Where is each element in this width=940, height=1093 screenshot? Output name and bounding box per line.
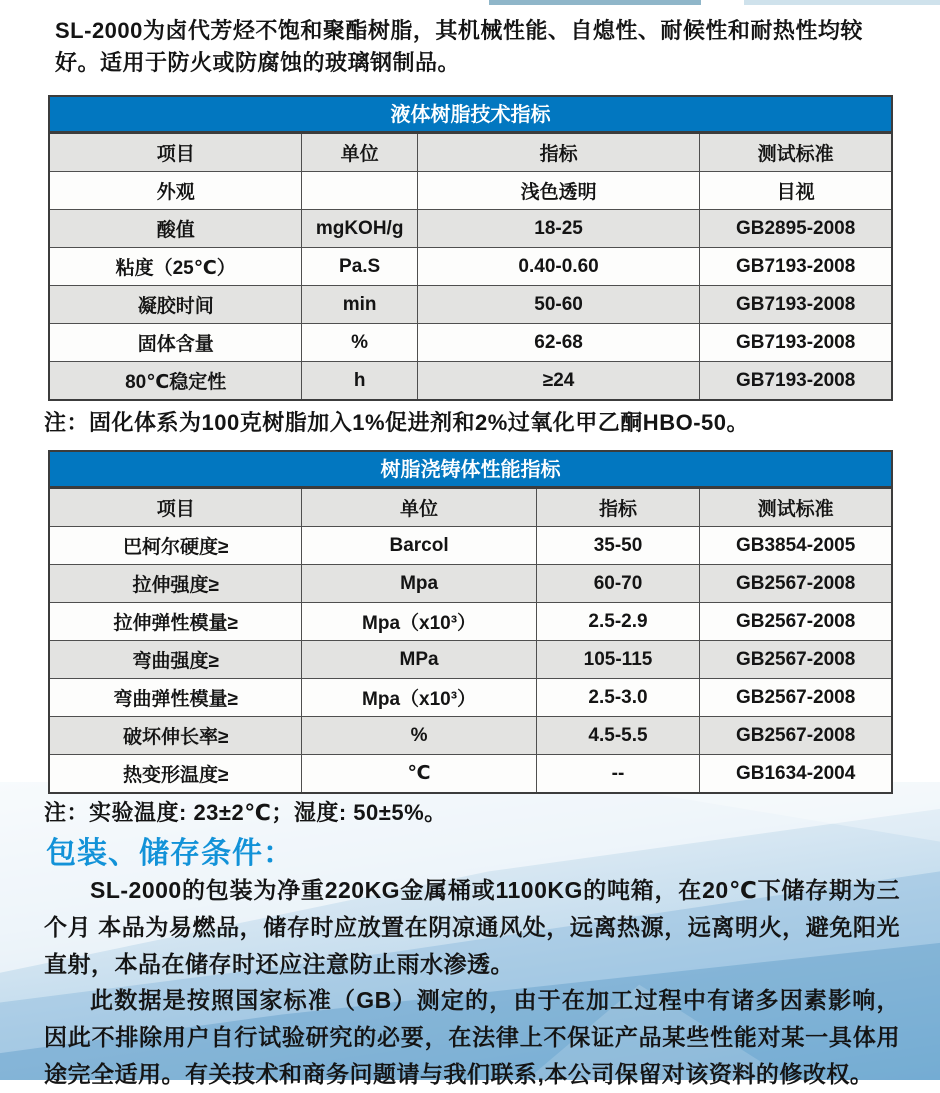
table-cell: GB3854-2005 [700,527,892,565]
curing-system-note: 注：固化体系为100克树脂加入1%促进剂和2%过氧化甲乙酮HBO-50。 [44,410,749,435]
table-cell: 80℃稳定性 [49,362,302,401]
disclaimer-paragraph: 此数据是按照国家标准（GB）测定的，由于在加工过程中有诸多因素影响，因此不排除用户自行试验研究的必要，在法律上不保证产品某些性能对某一具体用途完全适用。有关技术和商务问题请与我们联系,本公司保留对该资料的修改权。 [44,987,900,1087]
table-cell: 2.5-2.9 [536,603,700,641]
table-cell: GB1634-2004 [700,755,892,794]
table-cell: 酸值 [49,210,302,248]
table-header [49,133,892,172]
table-title-banner: 树脂浇铸体性能指标 [48,450,893,487]
column-header: 单位 [302,133,417,172]
table-cell: GB7193-2008 [700,286,892,324]
table-header-row [49,488,892,527]
table-row [49,717,892,755]
table-cell: GB7193-2008 [700,362,892,401]
table-cell: 105-115 [536,641,700,679]
column-header: 项目 [49,488,302,527]
table-cell: 35-50 [536,527,700,565]
table-cell: GB2567-2008 [700,641,892,679]
casting-table [48,487,893,794]
table-cell: 60-70 [536,565,700,603]
table-cell: 目视 [700,172,892,210]
table-cell: ℃ [302,755,536,794]
table-cell: 4.5-5.5 [536,717,700,755]
packaging-storage-heading: 包装、储存条件： [46,837,294,870]
table-row [49,248,892,286]
table-cell: GB2895-2008 [700,210,892,248]
table-cell: MPa [302,641,536,679]
table-cell: 拉伸强度≥ [49,565,302,603]
table-cell: mgKOH/g [302,210,417,248]
top-accent-bar-right [744,0,940,5]
table-cell: ≥24 [417,362,699,401]
table-row [49,679,892,717]
table-body [49,172,892,401]
intro-paragraph: SL-2000为卤代芳烃不饱和聚酯树脂，其机械性能、自熄性、耐候性和耐热性均较好。适用于防火或防腐蚀的玻璃钢制品。 [55,18,863,75]
table-cell: 浅色透明 [417,172,699,210]
top-accent-bar-left [489,0,701,5]
table-row [49,565,892,603]
table-cell: 弯曲强度≥ [49,641,302,679]
table-cell: min [302,286,417,324]
table-cell: 62-68 [417,324,699,362]
table-cell: 热变形温度≥ [49,755,302,794]
table-cell: Pa.S [302,248,417,286]
liquid-resin-spec-table [48,95,893,401]
table-cell: 50-60 [417,286,699,324]
table-cell: h [302,362,417,401]
table-cell: 拉伸弹性模量≥ [49,603,302,641]
column-header: 指标 [536,488,700,527]
table-cell: GB2567-2008 [700,565,892,603]
table-row [49,641,892,679]
table-cell: % [302,717,536,755]
column-header: 测试标准 [700,488,892,527]
table-cell: Barcol [302,527,536,565]
column-header: 项目 [49,133,302,172]
table-title-banner: 液体树脂技术指标 [48,95,893,132]
table-row [49,603,892,641]
column-header: 测试标准 [700,133,892,172]
table-cell: GB2567-2008 [700,679,892,717]
table-cell: % [302,324,417,362]
liquid-resin-table [48,132,893,401]
table-row [49,362,892,401]
table-row [49,527,892,565]
table-cell: 外观 [49,172,302,210]
table-cell: 弯曲弹性模量≥ [49,679,302,717]
table-cell: 18-25 [417,210,699,248]
column-header: 指标 [417,133,699,172]
table-cell: 固体含量 [49,324,302,362]
casting-performance-table [48,450,893,794]
table-row [49,286,892,324]
table-cell: GB7193-2008 [700,324,892,362]
table-row [49,324,892,362]
test-conditions-note: 注：实验温度: 23±2℃；湿度: 50±5%。 [44,800,447,825]
column-header: 单位 [302,488,536,527]
table-header-row [49,133,892,172]
table-cell: 凝胶时间 [49,286,302,324]
table-cell [302,172,417,210]
table-body [49,527,892,794]
table-cell: Mpa [302,565,536,603]
table-cell: GB2567-2008 [700,603,892,641]
table-cell: 0.40-0.60 [417,248,699,286]
table-row [49,210,892,248]
table-cell: GB7193-2008 [700,248,892,286]
table-cell: Mpa（x10³） [302,603,536,641]
table-cell: 粘度（25℃） [49,248,302,286]
table-cell: 2.5-3.0 [536,679,700,717]
table-cell: GB2567-2008 [700,717,892,755]
table-header [49,488,892,527]
table-cell: 巴柯尔硬度≥ [49,527,302,565]
table-cell: -- [536,755,700,794]
table-row [49,172,892,210]
table-cell: 破坏伸长率≥ [49,717,302,755]
table-cell: Mpa（x10³） [302,679,536,717]
table-row [49,755,892,794]
packaging-storage-paragraph: SL-2000的包装为净重220KG金属桶或1100KG的吨箱，在20℃下储存期为三个月 本品为易燃品，储存时应放置在阴凉通风处，远离热源，远离明火，避免阳光直射，本品在储存时还应注意防止雨水渗透。 [44,877,900,977]
